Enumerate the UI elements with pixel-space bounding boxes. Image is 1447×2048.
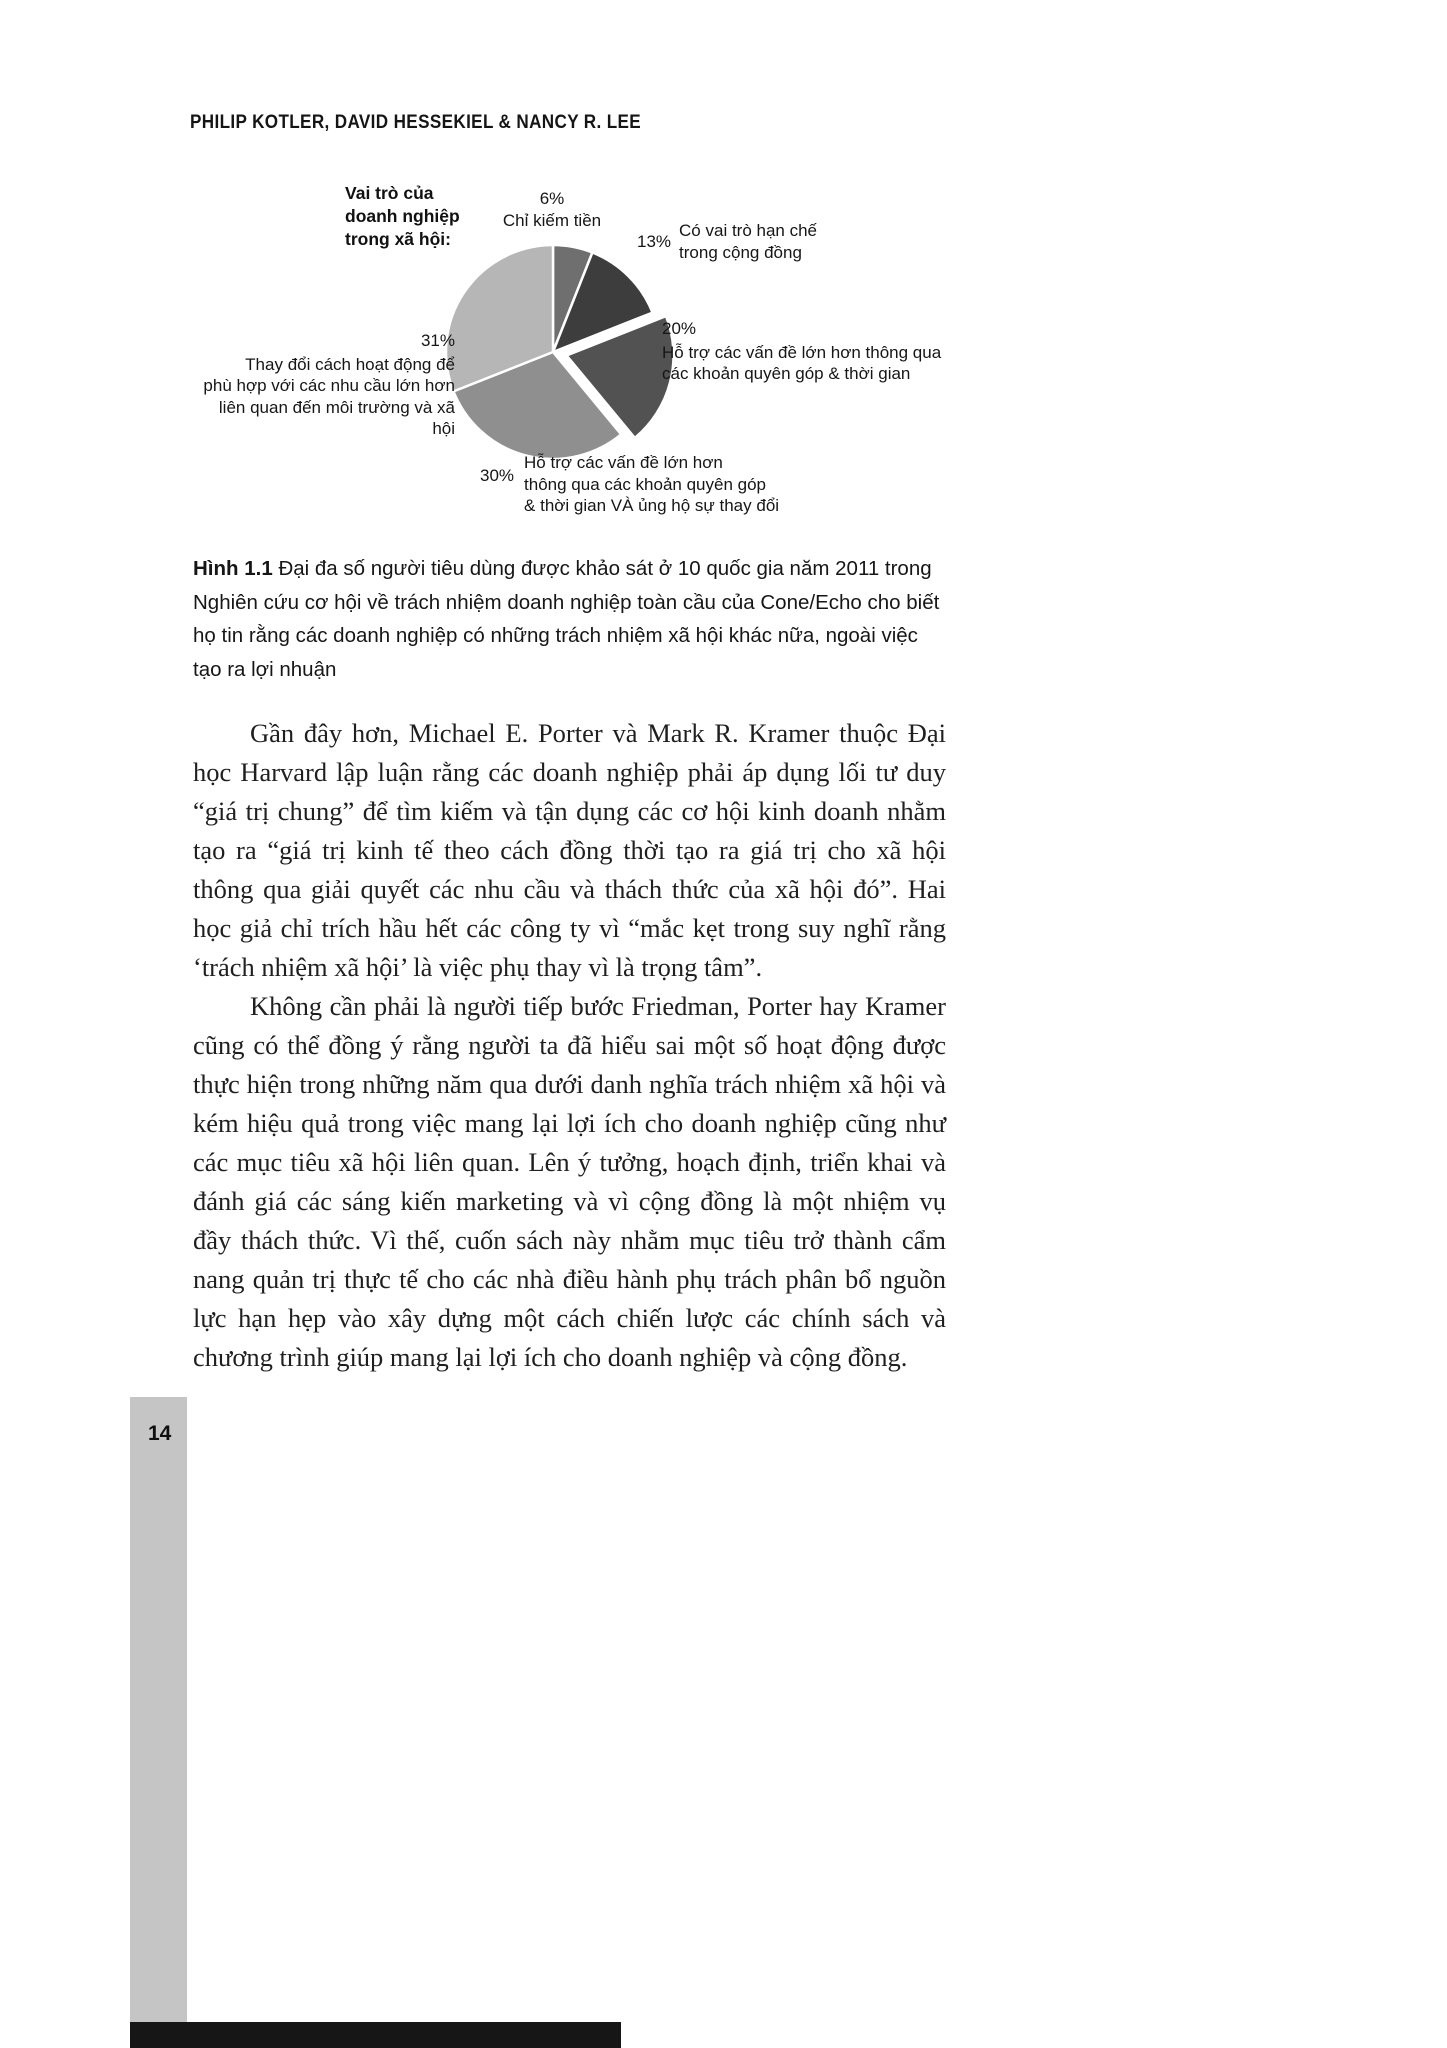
- pie-label-line: & thời gian VÀ ủng hộ sự thay đổi: [524, 496, 780, 515]
- body-text: [193, 714, 946, 1377]
- footer-black-bar: [130, 2022, 621, 2048]
- figure-caption-label: Hình 1.1: [193, 557, 273, 580]
- pie-label-line: Có vai trò hạn chế: [679, 221, 817, 240]
- paragraph-2: Không cần phải là người tiếp bước Friedman, Porter hay Kramer cũng có thể đồng ý rằng người ta đã hiểu sai một số hoạt động được thực hiện trong những năm qua dưới danh nghĩa trách nhiệm xã hội và kém hiệu quả trong việc mang lại lợi ích cho doanh nghiệp cũng như các mục tiêu xã hội liên quan. Lên ý tưởng, hoạch định, triển khai và đánh giá các sáng kiến marketing và vì cộng đồng là một nhiệm vụ đầy thách thức. Vì thế, cuốn sách này nhằm mục tiêu trở thành cẩm nang quản trị thực tế cho các nhà điều hành phụ trách phân bổ nguồn lực hạn hẹp vào xây dựng một cách chiến lược các chính sách và chương trình giúp mang lại lợi ích cho doanh nghiệp và cộng đồng.: [193, 991, 946, 1372]
- pie-label-20pct: [662, 318, 941, 385]
- pie-pct-31: 31%: [420, 331, 455, 350]
- chart-title-line: doanh nghiệp: [345, 206, 460, 226]
- pie-label-lines: [679, 220, 817, 263]
- pie-label-line: các khoản quyên góp & thời gian: [662, 364, 911, 383]
- figure-caption: [193, 552, 949, 686]
- page-margin-bar: [130, 1397, 187, 2048]
- pie-label-line: Chỉ kiếm tiền: [502, 210, 602, 230]
- figure-caption-text: Đại đa số người tiêu dùng được khảo sát ở 10 quốc gia năm 2011 trong Nghiên cứu cơ hội về trách nhiệm doanh nghiệp toàn cầu của Cone/Echo cho biết họ tin rằng các doanh nghiệp có những trách nhiệm xã hội khác nữa, ngoài việc tạo ra lợi nhuận: [193, 557, 940, 681]
- pie-label-line: Hỗ trợ các vấn đề lớn hơn thông qua: [662, 342, 942, 362]
- page-number: 14: [148, 1422, 172, 1445]
- pie-pct-20: 20%: [662, 319, 697, 338]
- pie-label-30pct: [480, 452, 779, 517]
- pie-label-line: Hỗ trợ các vấn đề lớn hơn: [524, 453, 723, 472]
- pie-label-line: thông qua các khoản quyên góp: [524, 474, 767, 494]
- pie-pct-6: 6%: [539, 189, 565, 208]
- pie-label-31pct: [193, 330, 455, 440]
- chart-title-line: Vai trò của: [345, 183, 434, 203]
- authors-header: PHILIP KOTLER, DAVID HESSEKIEL & NANCY R. LEE: [190, 112, 642, 133]
- pie-label-line: liên quan đến môi trường và xã hội: [218, 397, 455, 438]
- pie-label-line: phù hợp với các nhu cầu lớn hơn: [203, 376, 455, 395]
- pie-pct-13: 13%: [637, 231, 672, 251]
- pie-label-line: trong cộng đồng: [679, 242, 802, 262]
- paragraph-1: Gần đây hơn, Michael E. Porter và Mark R. Kramer thuộc Đại học Harvard lập luận rằng các doanh nghiệp phải áp dụng lối tư duy “giá trị chung” để tìm kiếm và tận dụng các cơ hội kinh doanh nhằm tạo ra “giá trị kinh tế theo cách đồng thời tạo ra giá trị cho xã hội thông qua giải quyết các nhu cầu và thách thức của xã hội đó”. Hai học giả chỉ trích hầu hết các công ty vì “mắc kẹt trong suy nghĩ rằng ‘trách nhiệm xã hội’ là việc phụ thay vì là trọng tâm”.: [193, 718, 946, 982]
- pie-label-line: Thay đổi cách hoạt động để: [245, 354, 455, 374]
- pie-label-6pct: [462, 188, 642, 231]
- pie-pct-30: 30%: [480, 466, 515, 485]
- pie-label-lines: [524, 452, 779, 517]
- pie-label-13pct: [637, 220, 817, 263]
- chart-title-line: trong xã hội:: [345, 229, 451, 249]
